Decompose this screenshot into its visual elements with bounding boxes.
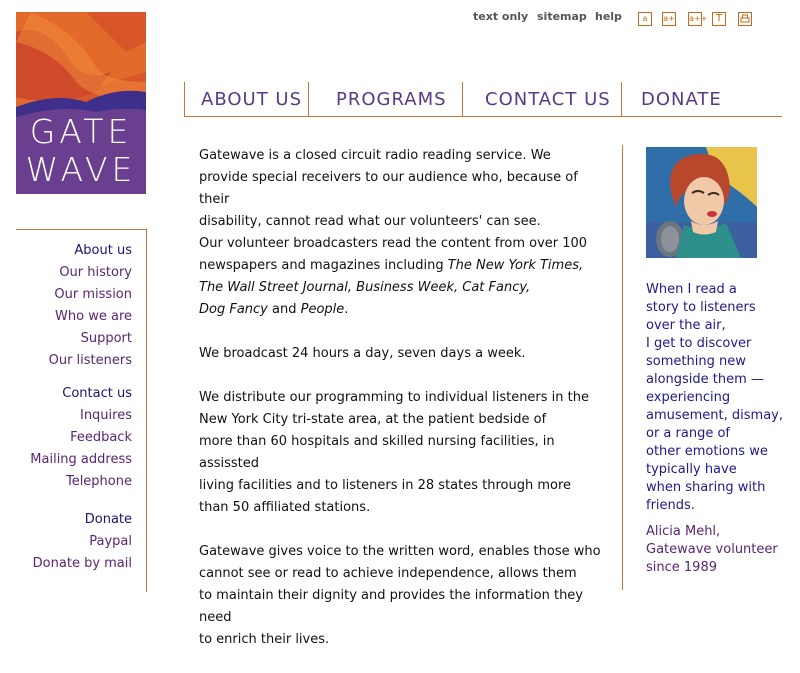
attribution-line: since 1989: [646, 560, 717, 575]
quote-line: experiencing: [646, 390, 731, 405]
print-icon[interactable]: [738, 12, 752, 26]
publication-dog-fancy: Dog Fancy: [199, 302, 268, 317]
text-line: to maintain their dignity and provides the information they need: [199, 588, 583, 625]
sidebar-item-paypal[interactable]: Paypal: [89, 534, 132, 549]
quote-line: something new: [646, 354, 746, 369]
sidebar-item-inquires[interactable]: Inquires: [79, 408, 132, 423]
quote-line: or a range of: [646, 426, 730, 441]
sidebar-item-contact-us[interactable]: Contact us: [62, 386, 132, 401]
font-large-icon[interactable]: a++: [688, 12, 702, 26]
volunteer-quote: [646, 281, 786, 515]
text-fragment: and: [267, 302, 301, 317]
font-medium-icon[interactable]: a+: [662, 12, 676, 26]
text-line: cannot see or read to achieve independence, allows them: [199, 566, 577, 581]
text-line: We distribute our programming to individual listeners in the: [199, 390, 589, 405]
nav-about-us-label: ABOUT US: [201, 89, 303, 110]
text-line: Gatewave is a closed circuit radio reading service. We: [199, 148, 551, 163]
broadcast-paragraph: [199, 343, 609, 365]
quote-line: friends.: [646, 498, 695, 513]
nav-contact-us[interactable]: [462, 82, 622, 116]
help-link[interactable]: help: [595, 10, 622, 23]
main-content: [199, 145, 609, 673]
quote-line: other emotions we: [646, 444, 768, 459]
publication-nyt: The New York Times,: [447, 258, 584, 273]
nav-about-us[interactable]: [184, 82, 309, 116]
text-style-icon[interactable]: T: [712, 12, 726, 26]
text-line: living facilities and to listeners in 28 states through more: [199, 478, 572, 493]
quote-line: over the air,: [646, 318, 726, 333]
quote-line: I get to discover: [646, 336, 752, 351]
quote-line: typically have: [646, 462, 737, 477]
quote-line: When I read a: [646, 282, 737, 297]
sidebar-item-donate-by-mail[interactable]: Donate by mail: [32, 556, 132, 571]
quote-line: alongside them —: [646, 372, 764, 387]
sidebar-item-who-we-are[interactable]: Who we are: [55, 309, 132, 324]
sidebar-item-our-listeners[interactable]: Our listeners: [48, 353, 132, 368]
portrait-illustration: [646, 147, 757, 258]
attribution-line: Alicia Mehl,: [646, 524, 721, 539]
distribution-paragraph: [199, 387, 609, 519]
mission-paragraph: [199, 541, 609, 651]
text-line: more than 60 hospitals and skilled nursing facilities, in assissted: [199, 434, 555, 471]
sidebar-nav: [16, 229, 147, 592]
gatewave-logo[interactable]: [16, 12, 146, 194]
publication-people: People: [300, 302, 345, 317]
sidebar-item-our-mission[interactable]: Our mission: [54, 287, 132, 302]
text-line: New York City tri-state area, at the patient bedside of: [199, 412, 547, 427]
text-line: provide special receivers to our audience who, because of their: [199, 170, 578, 207]
attribution-line: Gatewave volunteer: [646, 542, 778, 557]
quote-line: story to listeners: [646, 300, 756, 315]
text-fragment: .: [344, 302, 349, 317]
logo-word-wave: WAVE: [25, 150, 137, 189]
text-only-link[interactable]: text only: [473, 10, 529, 23]
sitemap-link[interactable]: sitemap: [537, 10, 587, 23]
volunteer-portrait: [646, 147, 757, 258]
quote-attribution: [646, 523, 786, 577]
intro-paragraph: [199, 145, 609, 321]
main-nav: [184, 82, 782, 117]
text-line: than 50 affiliated stations.: [199, 500, 371, 515]
nav-programs-label: PROGRAMS: [336, 89, 447, 110]
nav-donate[interactable]: [621, 82, 783, 116]
text-line: We broadcast 24 hours a day, seven days a week.: [199, 346, 526, 361]
publication-list: The Wall Street Journal, Business Week, Cat Fancy,: [199, 280, 531, 295]
sidebar-item-mailing-address[interactable]: Mailing address: [30, 452, 132, 467]
sidebar-item-our-history[interactable]: Our history: [59, 265, 132, 280]
content-divider: [622, 145, 623, 590]
quote-line: amusement, dismay,: [646, 408, 783, 423]
sidebar-item-about-us[interactable]: About us: [74, 243, 132, 258]
text-line: newspapers and magazines including: [199, 258, 448, 273]
nav-contact-us-label: CONTACT US: [485, 89, 611, 110]
nav-donate-label: DONATE: [641, 89, 722, 110]
sidebar-item-donate[interactable]: Donate: [84, 512, 132, 527]
sidebar-item-feedback[interactable]: Feedback: [70, 430, 132, 445]
font-small-icon[interactable]: a: [638, 12, 652, 26]
sidebar-item-support[interactable]: Support: [80, 331, 132, 346]
nav-programs[interactable]: [308, 82, 463, 116]
text-line: disability, cannot read what our volunteers' can see.: [199, 214, 541, 229]
text-line: to enrich their lives.: [199, 632, 330, 647]
print-icon-glyph: [739, 13, 751, 25]
text-line: Our volunteer broadcasters read the content from over 100: [199, 236, 588, 251]
sidebar-item-telephone[interactable]: Telephone: [65, 474, 132, 489]
logo-word-gate: GATE: [29, 112, 133, 151]
quote-line: when sharing with: [646, 480, 766, 495]
text-line: Gatewave gives voice to the written word, enables those who: [199, 544, 601, 559]
